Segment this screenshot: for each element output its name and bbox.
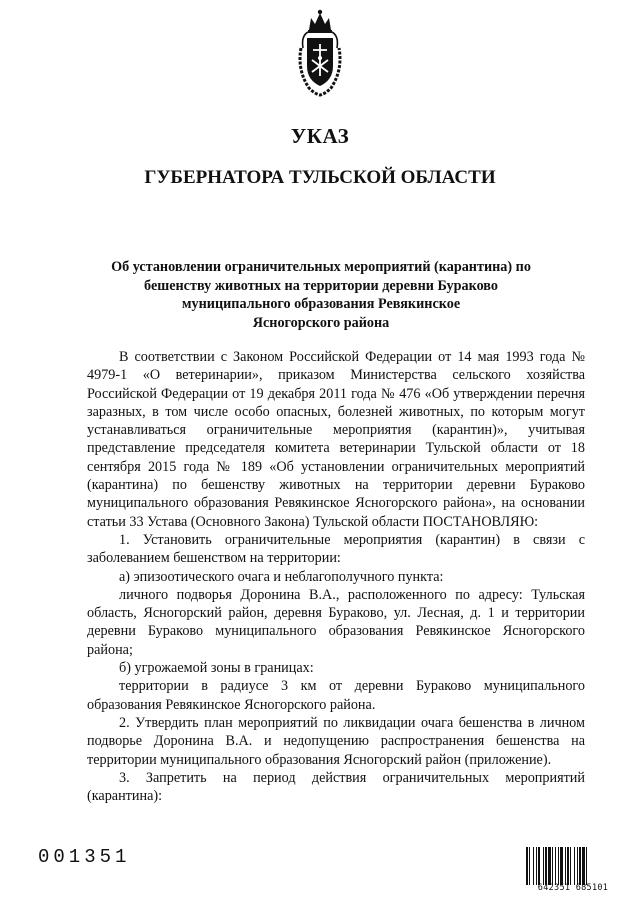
document-body — [87, 348, 585, 805]
document-title: УКАЗ — [290, 124, 350, 148]
body-paragraph: 2. Утвердить план мероприятий по ликвидации очага бешенства в личном подворье Доронина В.А. и недопущению распространения бешенства на территории муниципального образования Ясногорский район (приложение). — [87, 714, 585, 768]
body-paragraph: 3. Запретить на период действия ограничительных мероприятий (карантина): — [87, 769, 585, 805]
document-heading — [96, 258, 546, 332]
barcode-number: 642351 685101 — [537, 883, 609, 893]
body-paragraph: В соответствии с Законом Российской Федерации от 14 мая 1993 года № 4979-1 «О ветеринарии», приказом Министерства сельского хозяйства Российской Федерации от 19 декабря 2011 года № 476 «Об утверждении перечня заразных, в том числе особо опасных, болезней животных, по которым могут устанавливаться ограничительные мероприятия (карантин)», учитывая представление председателя комитета ветеринарии Тульской области от 18 сентября 2015 года № 189 «Об установлении ограничительных мероприятий (карантина) по бешенству животных на территории деревни Бураково муниципального образования Ревякинское Ясногорского района», на основании статьи 33 Устава (Основного Закона) Тульской области ПОСТАНОВЛЯЮ: — [87, 349, 585, 530]
heading-line: бешенству животных на территории деревни Бураково — [144, 277, 498, 294]
barcode-icon — [525, 847, 621, 885]
serial-number: 001351 — [38, 846, 131, 868]
heading-line: Об установлении ограничительных мероприятий (карантина) по — [111, 259, 531, 275]
heading-line: муниципального образования Ревякинское — [181, 296, 461, 312]
body-paragraph: личного подворья Доронина В.А., расположенного по адресу: Тульская область, Ясногорский район, деревня Бураково, ул. Лесная, д. 1 и территории деревни Бураково муниципального образования Ревякинское Ясногорского района; — [87, 586, 585, 658]
body-paragraph: 1. Установить ограничительные мероприятия (карантин) в связи с заболеванием бешенством на территории: — [87, 531, 585, 567]
coat-of-arms-icon — [295, 8, 345, 98]
body-paragraph: территории в радиусе 3 км от деревни Бураково муниципального образования Ревякинское Ясногорского района. — [87, 678, 585, 713]
body-paragraph: а) эпизоотического очага и неблагополучного пункта: — [119, 568, 444, 585]
heading-line: Ясногорского района — [252, 314, 390, 331]
document-subtitle: ГУБЕРНАТОРА ТУЛЬСКОЙ ОБЛАСТИ — [144, 167, 496, 188]
body-paragraph: б) угрожаемой зоны в границах: — [119, 660, 314, 677]
